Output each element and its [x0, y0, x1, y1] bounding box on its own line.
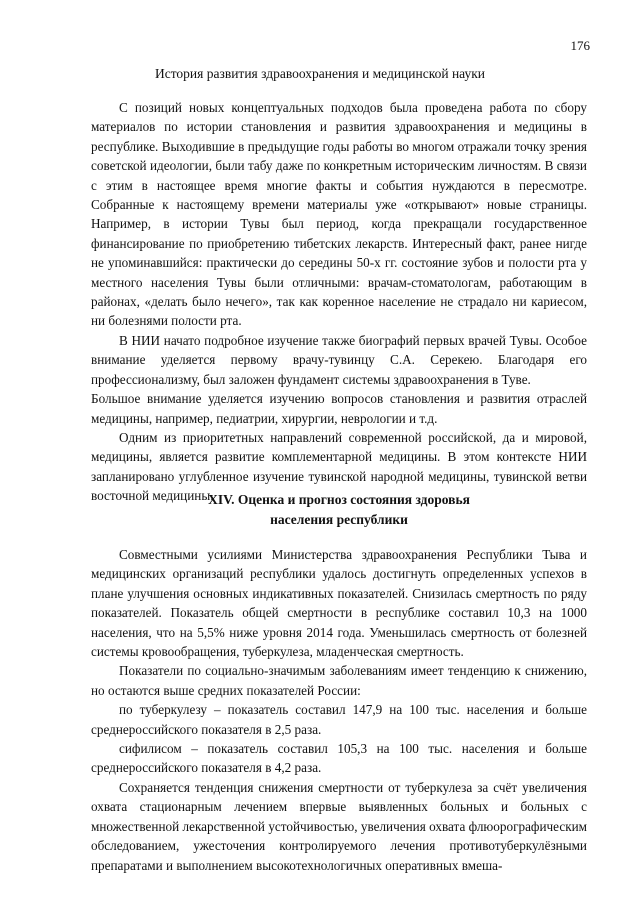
- paragraph: по туберкулезу – показатель составил 147,9 на 100 тыс. населения и больше среднероссийского показателя в 2,5 раза.: [91, 702, 587, 737]
- running-header: История развития здравоохранения и медицинской науки: [154, 66, 486, 81]
- section-history-text: [91, 98, 587, 506]
- paragraph: Сохраняется тенденция снижения смертности от туберкулеза за счёт увеличения охвата стационарным лечением впервые выявленных больных и больных с множественной лекарственной устойчивостью, увеличения охвата флюорографическим обследованием, ужесточения контролируемого лечения противотуберкулёзными препаратами и выполнением высокотехнологичных оперативных вмеша-: [91, 779, 587, 873]
- section-health-text: [91, 545, 587, 875]
- paragraph: сифилисом – показатель составил 105,3 на 100 тыс. населения и больше среднероссийского показателя в 4,2 раза.: [91, 741, 587, 776]
- paragraph: Совместными усилиями Министерства здравоохранения Республики Тыва и медицинских организаций республики удалось достигнуть определенных успехов в плане улучшения основных индикативных показателей. Снизилась смертность по ряду показателей. Показатель общей смертности в республике составил 10,3 на 1000 населения, что на 5,5% ниже уровня 2014 года. Уменьшилась смертность от болезней системы кровообращения, туберкулеза, младенческая смертность.: [91, 547, 587, 660]
- paragraph: С позиций новых концептуальных подходов была проведена работа по сбору материалов по истории становления и развития здравоохранения и медицины в республике. Выходившие в предыдущие годы работы во многом отражали точку зрения советской идеологии, были табу даже по конкретным историческим личностям. В связи с этим в настоящее время многие факты и события нуждаются в пересмотре. Собранные к настоящему времени материалы уже «открывают» новые страницы. Например, в истории Тувы был период, когда прекращали государственное финансирование по приобретению тибетских лекарств. Интересный факт, ранее нигде не упоминавшийся: практически до середины 50-х гг. состояние зубов и полости рта у местного населения Тувы были отличными: врачам-стоматологам, работающим в районах, «делать было нечего», так как коренное население не страдало ни кариесом, ни болезнями полости рта.: [91, 100, 587, 329]
- paragraph: Большое внимание уделяется изучению вопросов становления и развития отраслей медицины, например, педиатрии, хирургии, неврологии и т.д.: [91, 391, 587, 426]
- paragraph: В НИИ начато подробное изучение также биографий первых врачей Тувы. Особое внимание уделяется первому врачу-тувинцу С.А. Серекею. Благодаря его профессионализму, был заложен фундамент системы здравоохранения в Туве.: [91, 332, 587, 387]
- paragraph: Одним из приоритетных направлений современной российской, да и мировой, медицины, является развитие комплементарной медицины. В этом контексте НИИ запланировано углубленное изучение тувинской народной медицины, тувинской ветви восточной медицины.: [91, 429, 587, 504]
- section-heading-line: населения республики: [270, 512, 408, 527]
- section-heading: [91, 490, 587, 530]
- page-number: 176: [570, 38, 590, 53]
- paragraph: Показатели по социально-значимым заболеваниям имеет тенденцию к снижению, но остаются выше средних показателей России:: [91, 663, 587, 698]
- section-heading-line: XIV. Оценка и прогноз состояния здоровья: [208, 492, 470, 507]
